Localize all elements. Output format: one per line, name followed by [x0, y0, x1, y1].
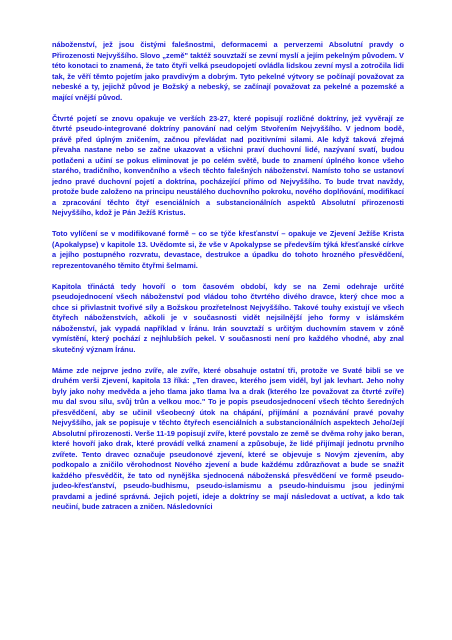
paragraph-1: náboženství, jež jsou čistými falešnostmi, deformacemi a perverzemi Absolutní pravdy o Přirozenosti Nejvyššího. Slovo „země" taktéž souvztaží se zevní myslí a jejím pekelným původem. V této konotaci to znamená, že tato čtyři velká pseudopojetí ovládla lidskou zevní mysl a zotročila lidi tak, že věří těmto pojetím jako pravdivým a dobrým. Tyto pekelné výtvory se počínají považovat za nebeské a ty, jejichž původ je Božský a nebeský, se začínají považovat za pekelné a pozemské a mající vnější původ.: [52, 40, 404, 102]
paragraph-5: Máme zde nejprve jedno zvíře, ale zvíře, které obsahuje ostatní tři, protože ve Svaté bibli se ve druhém verši Zjevení, kapitola 13 říká: „Ten dravec, kterého jsem viděl, byl jak levhart. Jeho nohy byly jako nohy medvěda a jeho tlama jako tlama lva a drak (kterého lze považovat za čtvrté zvíře) mu dal svou sílu, svůj trůn a velkou moc." To je popis pseudosjednocení všech těchto šeredných přesvědčení, aby se učinil všeobecný útok na chápání, přijímání a poznávání pravé povahy Nejvyššího, jak se popisuje v těchto čtyřech esenciálních a substancionálních aspektech Jeho/Její Absolutní přirozenosti. Verše 11-19 popisují zvíře, které povstalo ze země se dvěma rohy jako beran, které hovoří jako drak, které provádí velká znamení a způsobuje, že lidé přijímají jednotu prvního zvířete. Tento dravec označuje pseudonové zjevení, které se objevuje s Novým zjevením, aby podkopalo a zničilo věrohodnost Nového zjevení a bude každému zdůrazňovat a bude se snažit každého přesvědčit, že tato od nynějška sjednocená náboženská přesvědčení ve formě pseudo-judeo-křesťanství, pseudo-budhismu, pseudo-islamismu a pseudo-hinduismu jsou jedinými pravdami a jediné správná. Jejich pojetí, ideje a doktríny se mají následovat a uctívat, a kdo tak neučiní, bude zatracen a zničen. Následovníci: [52, 365, 404, 511]
paragraph-3: Toto vylíčení se v modifikované formě – co se týče křesťanství – opakuje ve Zjevení Ježíše Krista (Apokalypse) v kapitole 13. Uvědomte si, že vše v Apokalypse se především týká křesťanské církve a jejího postupného rozvratu, devastace, destrukce a úpadku do tohoto hrozného přesvědčení, reprezentovaného těmito čtyřmi šelmami.: [52, 229, 404, 270]
paragraph-2: Čtvrté pojetí se znovu opakuje ve verších 23-27, které popisují rozličné doktríny, jež vyvěrají ze čtvrté pseudo-integrované doktríny panování nad celým Stvořením Nejvyššího. V jednom bodě, právě před úplným zničením, začnou převládat nad pozitivními silami. Ale když taková zřejmá převaha nastane nebo se začne ukazovat a všichni praví duchovní lidé, nazývaní svatí, budou potlačeni a učiní se pokus eliminovat je po celém světě, bude to znamení úplného konce všeho starého, tradičního, konvenčního a všech těchto falešných náboženství. Namísto toho se ustanoví jedno pravé duchovní pojetí a doktrína, pocházející přímo od Nejvyššího. To bude trvat navždy, protože bude založeno na principu neustálého duchovního pokroku, nového doplňování, modifikací a zpracování těchto čtyř esenciálních a substancionálních aspektů Absolutní přirozenosti Nejvyššího, kdož je Pán Ježíš Kristus.: [52, 113, 404, 217]
document-page: [52, 40, 404, 523]
paragraph-4: Kapitola třináctá tedy hovoří o tom časovém období, kdy se na Zemi odehraje určité pseudojednocení všech náboženství pod vládou toho čtvrtého divého dravce, který chce moc a chce si přivlastnit tvořivé síly a Božskou prozřetelnost Nejvyššího. Takové touhy existují ve všech čtyřech náboženstvích, ačkoli je v současnosti vidět nejsilnější jeho formy v islámském náboženství, jak vypadá například v Íránu. Irán souvztaží s určitým duchovním stavem v zóně vymístění, který pochází z nejhlubších pekel. V současnosti není pro každého vhodné, aby znal skutečný význam Íránu.: [52, 281, 404, 354]
